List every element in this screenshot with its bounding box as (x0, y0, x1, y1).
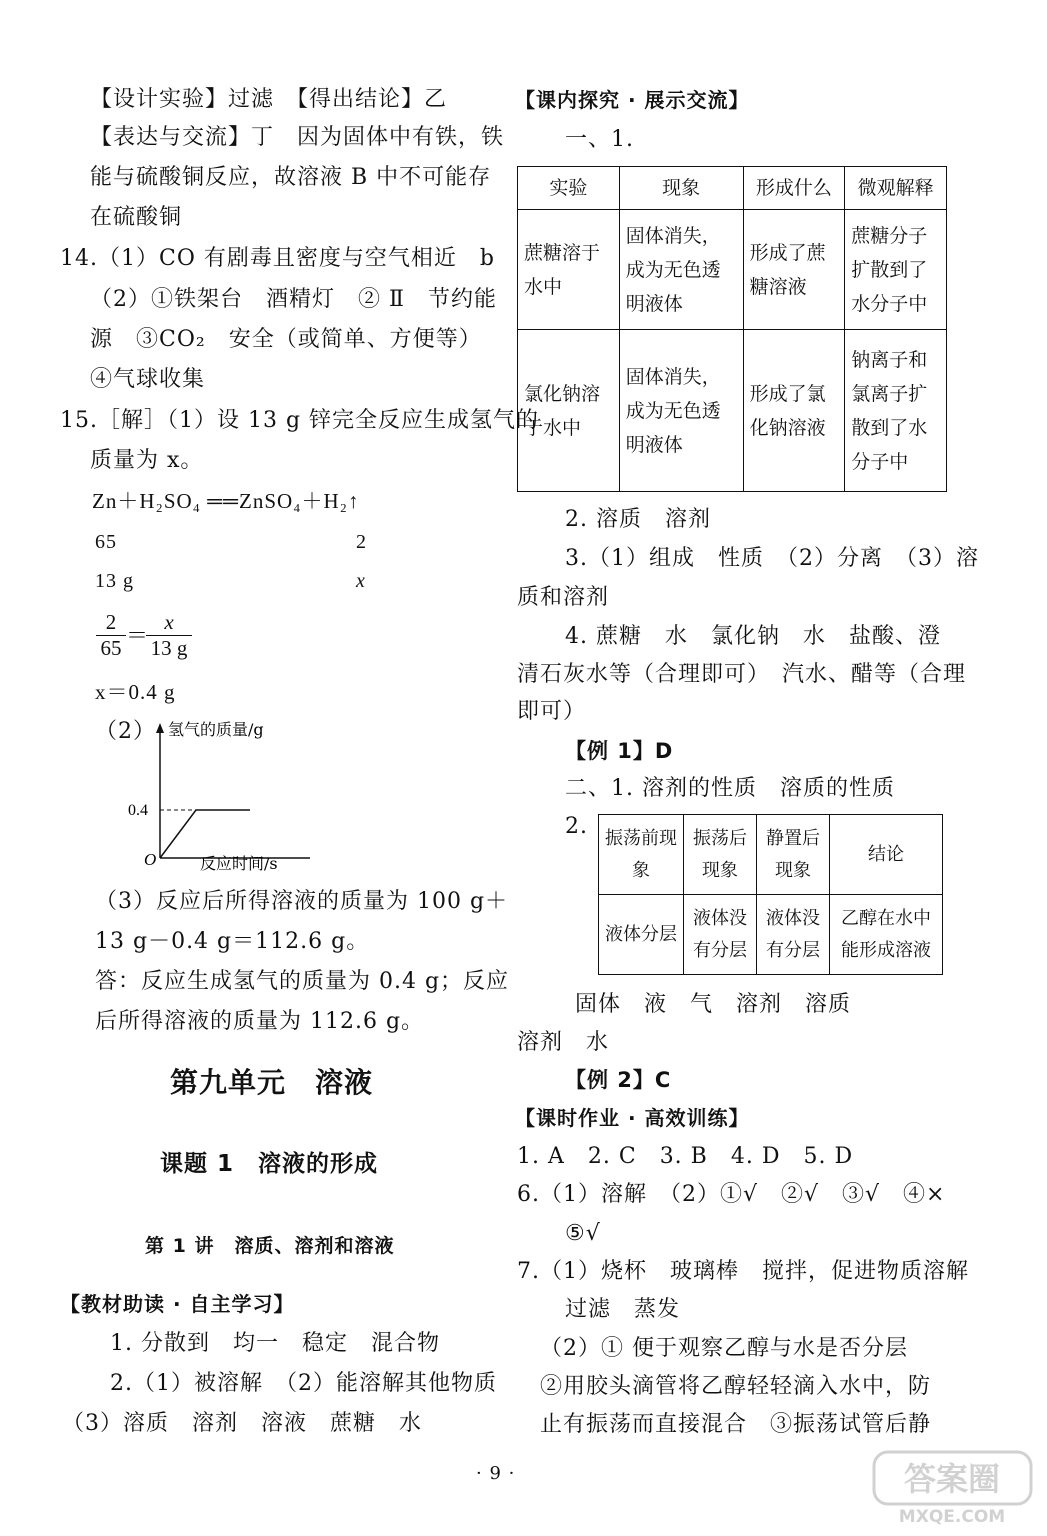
watermark-logo (870, 1448, 1035, 1526)
q14-part4: ④气球收集 (90, 367, 206, 392)
s1-item2: 2.（1）被溶解 （2）能溶解其他物质 (110, 1371, 497, 1396)
table-header-cell: 静置后现象 (757, 815, 830, 895)
q14-part3: 源 ③CO₂ 安全（或简单、方便等） (90, 327, 482, 352)
experiment-table-2 (598, 814, 943, 975)
y-axis-label: 氢气的质量/g (168, 720, 264, 739)
fraction-x-13g (146, 610, 192, 661)
fraction-denominator: 65 (100, 636, 122, 660)
design-conclusion-line: 【设计实验】过滤 【得出结论】乙 (90, 87, 448, 112)
table-cell: 液体没有分层 (757, 895, 830, 975)
table-cell: 液体没有分层 (684, 895, 757, 975)
table-row (599, 895, 943, 975)
fraction-equals: ＝ (126, 623, 150, 648)
table-cell: 钠离子和氯离子扩散到了水分子中 (845, 330, 947, 492)
example-1: 【例 1】D (565, 739, 674, 763)
table-header-cell: 结论 (830, 815, 943, 895)
svg-text:MXQE.COM: MXQE.COM (898, 1507, 1006, 1526)
table-header-cell: 现象 (619, 167, 743, 210)
hydrogen-curve (160, 810, 250, 858)
q14-part2: （2）①铁架台 酒精灯 ② Ⅱ 节约能 (90, 287, 497, 312)
lesson-title: 课题 1 溶液的形成 (160, 1151, 379, 1177)
fraction-numerator: 2 (96, 610, 126, 636)
y-tick-label: 0.4 (128, 802, 148, 819)
table-cell: 乙醇在水中能形成溶液 (830, 895, 943, 975)
q15-part1: 15.［解］（1）设 13 g 锌完全反应生成氢气的 (60, 408, 540, 433)
table-cell: 固体消失，成为无色透明液体 (619, 330, 743, 492)
y-axis-arrow-icon (156, 723, 164, 733)
part1-item3a: 3.（1）组成 性质 （2）分离 （3）溶 (565, 546, 979, 571)
table-cell: 氯化钠溶于水中 (518, 330, 620, 492)
q15-part2-label: （2） (95, 719, 156, 744)
table-header-row (518, 167, 947, 210)
s1-item1: 1. 分散到 均一 稳定 混合物 (110, 1331, 440, 1356)
q15-part3a: （3）反应后所得溶液的质量为 100 g＋ (95, 889, 509, 914)
table-header-cell: 振荡前现象 (599, 815, 684, 895)
svg-text:答案圈: 答案圈 (903, 1460, 1001, 1498)
states-of-matter-2: 溶剂 水 (517, 1030, 610, 1055)
fraction-2-65 (96, 610, 126, 661)
watermark-badge-icon (870, 1448, 1035, 1526)
origin-label: O (144, 850, 157, 869)
expression-line-2: 能与硫酸铜反应，故溶液 B 中不可能存 (90, 165, 492, 190)
hw-q7e: 止有振荡而直接混合 ③振荡试管后静 (540, 1412, 932, 1437)
lecture-title: 第 1 讲 溶质、溶剂和溶液 (145, 1235, 395, 1257)
x-axis-label: 反应时间/s (200, 854, 278, 873)
expression-line-3: 在硫酸铜 (90, 205, 183, 230)
hw-q6a: 6.（1）溶解 （2）①√ ②√ ③√ ④× (517, 1182, 946, 1207)
q15-part3b: 13 g－0.4 g＝112.6 g。 (95, 929, 370, 954)
part1-item4c: 即可） (517, 699, 587, 724)
hydrogen-mass-graph (120, 715, 320, 875)
hw-q7b: 过滤 蒸发 (565, 1297, 681, 1322)
table-header-cell: 形成什么 (743, 167, 845, 210)
table-cell: 蔗糖分子扩散到了水分子中 (845, 210, 947, 330)
s1-item3: （3）溶质 溶剂 溶液 蔗糖 水 (62, 1411, 422, 1436)
answer-line1: 答：反应生成氢气的质量为 0.4 g；反应 (95, 969, 510, 994)
table-cell: 液体分层 (599, 895, 684, 975)
chemical-equation: Zn＋H₂SO₄ ══ZnSO₄＋H₂↑ (92, 489, 360, 513)
part1-item4b: 清石灰水等（合理即可） 汽水、醋等（合理 (517, 662, 967, 687)
table-cell: 形成了蔗糖溶液 (743, 210, 845, 330)
page-number: · 9 · (476, 1463, 516, 1484)
section-homework: 【课时作业 · 高效训练】 (515, 1106, 750, 1130)
eq-unknown-x: x (356, 570, 366, 592)
states-of-matter: 固体 液 气 溶剂 溶质 (575, 992, 852, 1017)
table-row (518, 330, 947, 492)
eq-mass-2: 2 (356, 531, 367, 553)
table-cell: 固体消失，成为无色透明液体 (619, 210, 743, 330)
table-header-cell: 微观解释 (845, 167, 947, 210)
part1-item4a: 4. 蔗糖 水 氯化钠 水 盐酸、澄 (565, 624, 941, 649)
fraction-denominator: 13 g (150, 636, 188, 660)
experiment-table-1 (517, 166, 947, 492)
table-cell: 形成了氯化钠溶液 (743, 330, 845, 492)
section-textbook-reading: 【教材助读 · 自主学习】 (60, 1292, 295, 1316)
table-cell: 蔗糖溶于水中 (518, 210, 620, 330)
part1-label: 一、1. (565, 127, 634, 152)
fraction-numerator: x (146, 610, 192, 636)
section-inclass-exploration: 【课内探究 · 展示交流】 (515, 88, 750, 112)
hw-q7c: （2）① 便于观察乙醇与水是否分层 (540, 1336, 908, 1361)
eq-mass-13g: 13 g (95, 570, 134, 592)
table-row (518, 210, 947, 330)
hw-q7a: 7.（1）烧杯 玻璃棒 搅拌，促进物质溶解 (517, 1259, 969, 1284)
hw-q6b: ⑤√ (565, 1221, 601, 1246)
q15-part1b: 质量为 x。 (90, 448, 204, 473)
expression-line: 【表达与交流】丁 因为固体中有铁，铁 (90, 125, 505, 150)
part2-item2-label: 2. (565, 814, 588, 839)
x-result: x＝0.4 g (95, 680, 176, 704)
example-2: 【例 2】C (565, 1068, 672, 1092)
hw-q7d: ②用胶头滴管将乙醇轻轻滴入水中，防 (540, 1374, 932, 1399)
unit-title: 第九单元 溶液 (170, 1066, 374, 1099)
table-header-cell: 振荡后现象 (684, 815, 757, 895)
hw-answers-1-5: 1. A 2. C 3. B 4. D 5. D (517, 1144, 854, 1169)
part2-item1: 二、1. 溶剂的性质 溶质的性质 (565, 776, 895, 801)
part1-item3b: 质和溶剂 (517, 585, 610, 610)
q14-part1: 14.（1）CO 有剧毒且密度与空气相近 b (60, 246, 495, 271)
table-header-cell: 实验 (518, 167, 620, 210)
eq-mass-65: 65 (95, 531, 117, 553)
answer-line2: 后所得溶液的质量为 112.6 g。 (95, 1009, 425, 1034)
table-header-row (599, 815, 943, 895)
part1-item2: 2. 溶质 溶剂 (565, 507, 711, 532)
